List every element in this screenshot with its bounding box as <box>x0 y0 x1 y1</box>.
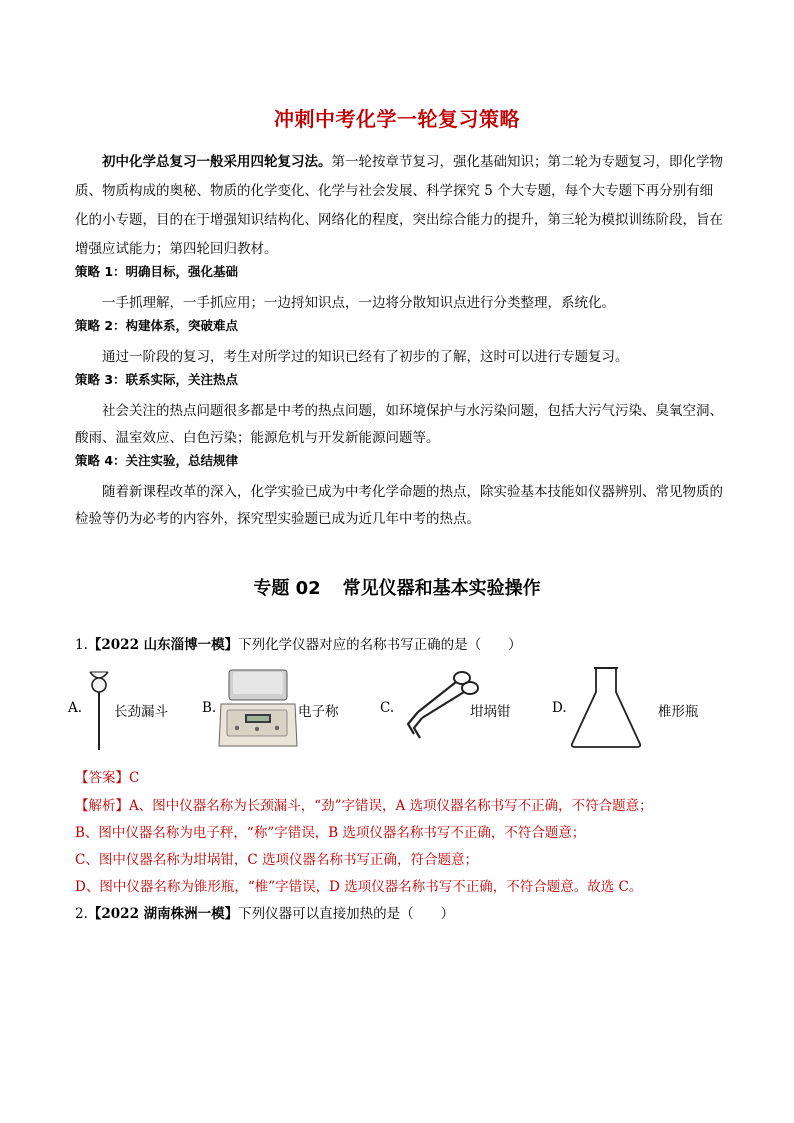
strategy-3 <box>75 370 725 452</box>
long-neck-funnel-icon <box>86 662 112 754</box>
option-letter: C. <box>380 700 395 716</box>
analysis-line: C、图中仪器名称为坩埚钳，C 选项仪器名称书写正确，符合题意； <box>75 852 478 868</box>
answer-label: 【答案】 <box>75 770 129 786</box>
question-number: 2. <box>75 906 88 922</box>
question-number: 1. <box>75 637 88 653</box>
strategy-2 <box>75 316 725 371</box>
electronic-scale-icon <box>217 662 299 750</box>
strategy-heading: 策略 4：关注实验，总结规律 <box>75 453 239 468</box>
strategy-body: 随着新课程改革的深入，化学实验已成为中考化学命题的热点，除实验基本技能如仪器辨别、常见物质的检验等仍为必考的内容外，探究型实验题已成为近几年中考的热点。 <box>75 484 723 527</box>
strategy-heading: 策略 3：联系实际，关注热点 <box>75 372 239 387</box>
option-b <box>202 660 352 752</box>
strategy-body: 一手抓理解，一手抓应用；一边捋知识点，一边将分散知识点进行分类整理，系统化。 <box>102 295 615 311</box>
intro-paragraph <box>75 148 725 264</box>
option-letter: B. <box>202 700 217 716</box>
option-name: 椎形瓶 <box>658 704 699 720</box>
strategy-heading: 策略 2：构建体系，突破难点 <box>75 318 239 333</box>
conical-flask-icon <box>566 664 646 750</box>
option-a <box>68 660 208 752</box>
answer-line <box>75 766 139 786</box>
option-name: 电子称 <box>298 704 339 720</box>
question-source: 【2022 湖南株洲一模】 <box>87 906 239 922</box>
page-title: 冲刺中考化学一轮复习策略 <box>274 107 520 131</box>
topic-name: 常见仪器和基本实验操作 <box>342 578 541 599</box>
analysis-line <box>75 793 725 820</box>
analysis-line: B、图中仪器名称为电子秤，“称”字错误，B 选项仪器名称书写不正确，不符合题意； <box>75 825 586 841</box>
option-name: 坩埚钳 <box>470 704 511 720</box>
option-letter: A. <box>68 700 83 716</box>
strategy-1 <box>75 262 725 317</box>
answer-value: C <box>129 770 140 786</box>
analysis-label: 【解析】 <box>75 798 129 814</box>
analysis-line: D、图中仪器名称为锥形瓶，“椎”字错误，D 选项仪器名称书写不正确，不符合题意。故选 C。 <box>75 879 643 895</box>
option-letter: D. <box>552 700 567 716</box>
intro-lead: 初中化学总复习一般采用四轮复习法。 <box>102 154 332 170</box>
question-1-options <box>68 660 728 752</box>
strategy-heading: 策略 1：明确目标，强化基础 <box>75 264 239 279</box>
question-source: 【2022 山东淄博一模】 <box>87 637 239 653</box>
strategy-body: 通过一阶段的复习，考生对所学过的知识已经有了初步的了解，这时可以进行专题复习。 <box>102 349 629 365</box>
crucible-tongs-icon <box>398 662 480 744</box>
question-text: 下列化学仪器对应的名称书写正确的是（ ） <box>238 637 522 653</box>
strategy-body: 社会关注的热点问题很多都是中考的热点问题，如环境保护与水污染问题，包括大污气污染、臭氧空洞、酸雨、温室效应、白色污染；能源危机与开发新能源问题等。 <box>75 403 723 446</box>
strategy-4 <box>75 451 725 533</box>
option-c <box>380 660 540 752</box>
topic-title <box>0 574 794 600</box>
question-2-stem <box>75 902 454 922</box>
question-1-stem <box>75 633 522 653</box>
analysis-text: A、图中仪器名称为长颈漏斗，“劲”字错误，A 选项仪器名称书写不正确，不符合题意； <box>129 798 653 814</box>
topic-number: 专题 02 <box>253 578 321 599</box>
intro-body: 第一轮按章节复习，强化基础知识；第二轮为专题复习，即化学物质、物质构成的奥秘、物质的化学变化、化学与社会发展、科学探究 5 个大专题，每个大专题下再分别有细化的小专题，目的在于增强知识结构化、网络化的程度，突出综合能力的提升，第三轮为模拟训练阶段，旨在增强应试能力；第四轮回归教材。 <box>75 154 723 257</box>
option-d <box>552 660 722 752</box>
option-name: 长劲漏斗 <box>114 704 168 720</box>
analysis-block <box>75 793 725 901</box>
question-text: 下列仪器可以直接加热的是（ ） <box>238 906 455 922</box>
